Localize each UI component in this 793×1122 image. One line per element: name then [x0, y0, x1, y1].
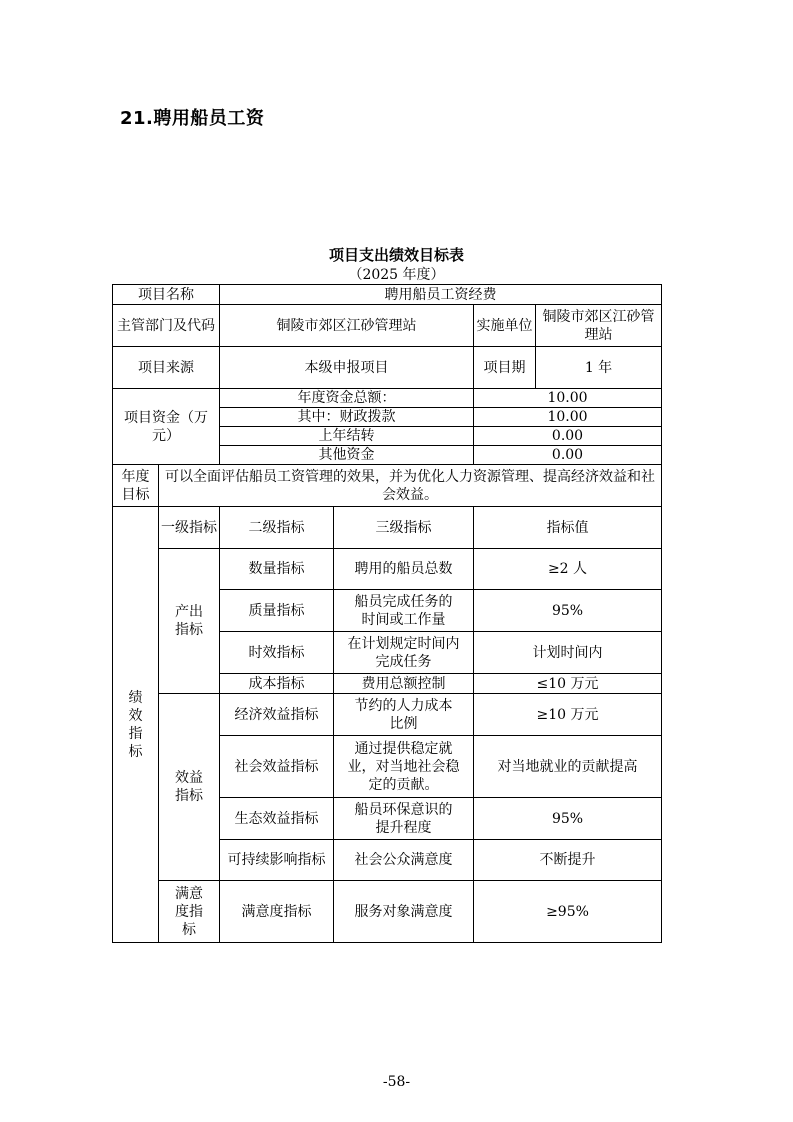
fund-label: 项目资金（万元）: [113, 389, 220, 465]
dept-value: 铜陵市郊区江砂管理站: [220, 305, 474, 347]
table-row: [113, 549, 662, 590]
source-label: 项目来源: [113, 347, 220, 389]
benefit-label: 效益指标: [159, 694, 220, 881]
output-label: 产出指标: [159, 549, 220, 694]
indicator-level3: 费用总额控制: [334, 674, 474, 694]
perf-label: 绩效指标: [113, 507, 159, 943]
impl-unit-value: 铜陵市郊区江砂管理站: [536, 305, 662, 347]
page-number: -58-: [382, 1074, 411, 1090]
indicator-level2: 质量指标: [220, 590, 334, 632]
header-value: 指标值: [474, 507, 662, 549]
indicator-level3: 通过提供稳定就业，对当地社会稳定的贡献。: [334, 736, 474, 798]
table-row: [113, 285, 662, 305]
satisfaction-label: 满意度指标: [159, 881, 220, 943]
fund-fiscal-label: 其中：财政拨款: [220, 408, 474, 427]
fund-other-value: 0.00: [474, 446, 662, 465]
table-row: [113, 881, 662, 943]
indicator-level3: 船员完成任务的时间或工作量: [334, 590, 474, 632]
project-name-label: 项目名称: [113, 285, 220, 305]
goal-label: 年度目标: [113, 465, 159, 507]
indicator-level2: 时效指标: [220, 632, 334, 674]
indicator-level2: 满意度指标: [220, 881, 334, 943]
fund-total-label: 年度资金总额：: [220, 389, 474, 408]
indicator-level2: 可持续影响指标: [220, 840, 334, 881]
goal-text: 可以全面评估船员工资管理的效果，并为优化人力资源管理、提高经济效益和社会效益。: [159, 465, 662, 507]
indicator-level2: 数量指标: [220, 549, 334, 590]
indicator-level2: 经济效益指标: [220, 694, 334, 736]
performance-target-table: [112, 284, 662, 943]
impl-unit-label: 实施单位: [474, 305, 536, 347]
indicator-level2: 成本指标: [220, 674, 334, 694]
table-row: [113, 694, 662, 736]
period-label: 项目期: [474, 347, 536, 389]
table-row: [113, 347, 662, 389]
indicator-level3: 社会公众满意度: [334, 840, 474, 881]
fund-fiscal-value: 10.00: [474, 408, 662, 427]
dept-label: 主管部门及代码: [113, 305, 220, 347]
header-level1: 一级指标: [159, 507, 220, 549]
indicator-level2: 生态效益指标: [220, 798, 334, 840]
table-year: （2025 年度）: [348, 267, 445, 283]
indicator-value: 95%: [474, 590, 662, 632]
indicator-value: 计划时间内: [474, 632, 662, 674]
header-level2: 二级指标: [220, 507, 334, 549]
indicator-level3: 节约的人力成本比例: [334, 694, 474, 736]
indicator-value: 对当地就业的贡献提高: [474, 736, 662, 798]
table-row: [113, 389, 662, 408]
indicator-value: ≤10 万元: [474, 674, 662, 694]
indicator-level3: 聘用的船员总数: [334, 549, 474, 590]
indicator-value: ≥2 人: [474, 549, 662, 590]
fund-carryover-value: 0.00: [474, 427, 662, 446]
source-value: 本级申报项目: [220, 347, 474, 389]
table-row: [113, 465, 662, 507]
fund-carryover-label: 上年结转: [220, 427, 474, 446]
indicator-level3: 船员环保意识的提升程度: [334, 798, 474, 840]
indicator-value: ≥10 万元: [474, 694, 662, 736]
table-title: 项目支出绩效目标表: [328, 246, 464, 264]
section-heading: 21.聘用船员工资: [120, 108, 265, 129]
indicator-level2: 社会效益指标: [220, 736, 334, 798]
indicator-level3: 服务对象满意度: [334, 881, 474, 943]
header-level3: 三级指标: [334, 507, 474, 549]
indicator-level3: 在计划规定时间内完成任务: [334, 632, 474, 674]
indicator-value: 95%: [474, 798, 662, 840]
project-name: 聘用船员工资经费: [220, 285, 662, 305]
table-row: [113, 305, 662, 347]
fund-other-label: 其他资金: [220, 446, 474, 465]
table-row: [113, 507, 662, 549]
indicator-value: 不断提升: [474, 840, 662, 881]
period-value: 1 年: [536, 347, 662, 389]
indicator-value: ≥95%: [474, 881, 662, 943]
fund-total-value: 10.00: [474, 389, 662, 408]
